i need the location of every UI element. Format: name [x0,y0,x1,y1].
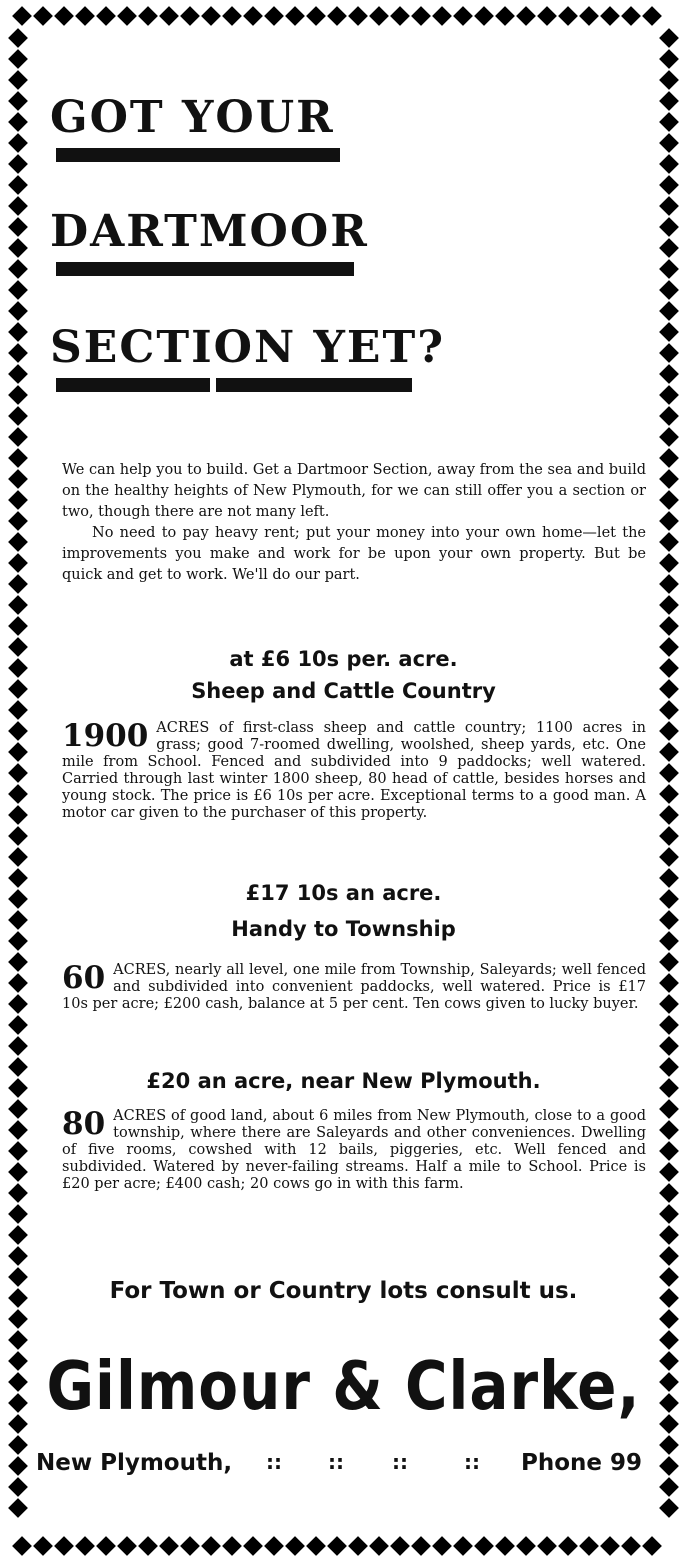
border-diamond [659,1120,679,1140]
consult-line: For Town or Country lots consult us. [109,1278,578,1304]
border-diamond [659,868,679,888]
border-diamond [8,784,28,804]
border-diamond [600,6,620,26]
border-diamond [33,1536,53,1556]
footer-town: New Plymouth, [36,1450,233,1476]
border-diamond [579,6,599,26]
border-right [657,28,681,1534]
border-diamond [474,1536,494,1556]
border-diamond [659,238,679,258]
listing-1-description: ACRES of first-class sheep and cattle country; 1100 acres in grass; good 7-roomed dwelling, woolshed, sheep yards, etc. One mile from School. Fenced and subdivided into 9 paddocks; well watered. Carried through last winter 1800 sheep, 80 head of cattle, besides horses and young stock. The price is £6 10s per acre. Exceptional terms to a good man. A motor car given to the purchaser of this property. [62,720,646,821]
border-diamond [659,1435,679,1455]
border-diamond [659,532,679,552]
border-diamond [659,175,679,195]
border-diamond [659,301,679,321]
firm-name: Gilmour & Clarke, [46,1346,641,1426]
border-diamond [8,217,28,237]
border-diamond [8,952,28,972]
border-diamond [8,511,28,531]
border-diamond [659,910,679,930]
border-diamond [8,1099,28,1119]
border-diamond [264,6,284,26]
border-diamond [621,6,641,26]
border-diamond [8,1225,28,1245]
border-diamond [659,49,679,69]
border-diamond [516,1536,536,1556]
border-diamond [659,973,679,993]
border-top [12,4,675,28]
headline-rule-2 [56,262,354,276]
border-diamond [369,1536,389,1556]
border-diamond [348,6,368,26]
border-diamond [8,553,28,573]
border-diamond [8,889,28,909]
border-diamond [8,385,28,405]
border-diamond [659,679,679,699]
headline-line-1: GOT YOUR [50,92,335,143]
border-diamond [558,1536,578,1556]
border-diamond [537,1536,557,1556]
border-diamond [8,1435,28,1455]
border-diamond [201,6,221,26]
border-diamond [348,1536,368,1556]
border-diamond [659,343,679,363]
border-diamond [8,343,28,363]
border-diamond [12,1536,32,1556]
border-diamond [243,1536,263,1556]
border-diamond [222,6,242,26]
border-diamond [659,826,679,846]
border-diamond [8,721,28,741]
border-diamond [659,1498,679,1518]
border-diamond [659,154,679,174]
border-diamond [8,28,28,48]
border-diamond [8,910,28,930]
border-diamond [659,784,679,804]
border-diamond [537,6,557,26]
border-diamond [659,637,679,657]
border-diamond [411,1536,431,1556]
border-diamond [8,259,28,279]
footer-separator-4: :: [464,1450,480,1474]
listing-2 [62,962,646,1013]
border-diamond [8,616,28,636]
border-diamond [8,763,28,783]
border-diamond [8,1057,28,1077]
border-diamond [659,280,679,300]
border-diamond [659,406,679,426]
listing-2-subheading: Handy to Township [231,917,456,941]
border-diamond [659,1330,679,1350]
border-diamond [659,1225,679,1245]
border-diamond [33,6,53,26]
border-diamond [159,1536,179,1556]
border-diamond [8,1267,28,1287]
border-diamond [8,1120,28,1140]
border-diamond [659,1288,679,1308]
border-diamond [659,1204,679,1224]
border-diamond [8,1498,28,1518]
border-diamond [659,1099,679,1119]
border-diamond [8,427,28,447]
border-diamond [8,742,28,762]
border-diamond [659,805,679,825]
border-diamond [659,1267,679,1287]
border-diamond [8,826,28,846]
border-diamond [659,700,679,720]
border-diamond [96,6,116,26]
border-diamond [327,6,347,26]
border-diamond [659,1183,679,1203]
border-diamond [659,595,679,615]
border-diamond [659,994,679,1014]
footer-separator-3: :: [392,1450,408,1474]
footer-separator-1: :: [266,1450,282,1474]
border-left [6,28,30,1534]
border-diamond [54,6,74,26]
border-diamond [285,6,305,26]
border-diamond [8,700,28,720]
footer [36,1450,642,1490]
border-diamond [659,1351,679,1371]
listing-3-description: ACRES of good land, about 6 miles from New Plymouth, close to a good township, where there are Saleyards and other conveniences. Dwelling of five rooms, cowshed with 12 bails, piggeries, etc. Well fenced and subdivided. Watered by never-failing streams. Half a mile to School. Price is £20 per acre; £400 cash; 20 cows go in with this farm. [62,1108,646,1192]
border-bottom [12,1534,675,1558]
border-diamond [138,6,158,26]
border-diamond [8,1351,28,1371]
listing-2-description: ACRES, nearly all level, one mile from Township, Saleyards; well fenced and subdivided into convenient paddocks, well watered. Price is £17 10s per acre; £200 cash, balance at 5 per cent. Ten cows given to lucky buyer. [62,962,646,1012]
border-diamond [659,364,679,384]
border-diamond [390,1536,410,1556]
border-diamond [8,154,28,174]
border-diamond [659,448,679,468]
border-diamond [659,259,679,279]
border-diamond [8,49,28,69]
border-diamond [8,112,28,132]
border-diamond [8,1162,28,1182]
listing-2-acreage: 60 [62,960,106,996]
listing-3-price-heading: £20 an acre, near New Plymouth. [146,1069,541,1093]
border-diamond [659,196,679,216]
listing-1-subheading: Sheep and Cattle Country [191,679,496,703]
border-diamond [8,994,28,1014]
border-diamond [432,1536,452,1556]
border-diamond [8,805,28,825]
border-diamond [117,6,137,26]
border-diamond [8,469,28,489]
border-diamond [8,847,28,867]
border-diamond [659,1414,679,1434]
border-diamond [8,679,28,699]
border-diamond [264,1536,284,1556]
border-diamond [306,6,326,26]
border-diamond [659,1246,679,1266]
border-diamond [432,6,452,26]
border-diamond [180,6,200,26]
border-diamond [659,1309,679,1329]
border-diamond [8,1036,28,1056]
border-diamond [8,868,28,888]
border-diamond [659,112,679,132]
border-diamond [659,1078,679,1098]
border-diamond [659,469,679,489]
border-diamond [659,217,679,237]
border-diamond [659,1141,679,1161]
border-diamond [8,532,28,552]
border-diamond [8,364,28,384]
border-diamond [8,1393,28,1413]
border-diamond [516,6,536,26]
border-diamond [659,616,679,636]
border-diamond [659,1015,679,1035]
border-diamond [75,1536,95,1556]
listing-2-price-heading: £17 10s an acre. [245,881,442,905]
border-diamond [8,931,28,951]
border-diamond [8,448,28,468]
border-diamond [8,1456,28,1476]
border-diamond [659,133,679,153]
border-diamond [659,1057,679,1077]
border-diamond [659,1456,679,1476]
intro-text [62,460,646,586]
border-diamond [243,6,263,26]
border-diamond [8,595,28,615]
border-diamond [642,6,662,26]
headline-rule-3b [216,378,412,392]
border-diamond [659,847,679,867]
border-diamond [8,637,28,657]
border-diamond [8,280,28,300]
border-diamond [8,91,28,111]
border-diamond [8,1309,28,1329]
border-diamond [8,238,28,258]
border-diamond [138,1536,158,1556]
border-diamond [659,952,679,972]
border-diamond [8,1414,28,1434]
border-diamond [621,1536,641,1556]
border-diamond [8,1372,28,1392]
border-diamond [453,1536,473,1556]
border-diamond [8,1204,28,1224]
listing-1-acreage: 1900 [62,718,149,754]
footer-separator-2: :: [328,1450,344,1474]
border-diamond [495,1536,515,1556]
border-diamond [474,6,494,26]
border-diamond [411,6,431,26]
border-diamond [117,1536,137,1556]
border-diamond [495,6,515,26]
border-diamond [8,1078,28,1098]
border-diamond [659,574,679,594]
border-diamond [75,6,95,26]
border-diamond [369,6,389,26]
border-diamond [8,301,28,321]
border-diamond [642,1536,662,1556]
border-diamond [8,490,28,510]
border-diamond [659,742,679,762]
border-diamond [8,973,28,993]
listing-3-acreage: 80 [62,1106,106,1142]
border-diamond [659,385,679,405]
border-diamond [8,1183,28,1203]
border-diamond [659,70,679,90]
border-diamond [96,1536,116,1556]
border-diamond [8,175,28,195]
headline-line-2: DARTMOOR [50,206,369,257]
border-diamond [201,1536,221,1556]
intro-paragraph-2: No need to pay heavy rent; put your money into your own home—let the improvements you make and work for be upon your own property. But be quick and get to work. We'll do our part. [62,525,646,583]
border-diamond [8,406,28,426]
border-diamond [659,1393,679,1413]
listing-1-price-heading: at £6 10s per. acre. [229,647,458,671]
border-diamond [8,574,28,594]
listing-1 [62,720,646,822]
border-diamond [659,931,679,951]
border-diamond [659,322,679,342]
headline-line-3: SECTION YET? [50,322,445,373]
border-diamond [222,1536,242,1556]
listing-3 [62,1108,646,1193]
border-diamond [180,1536,200,1556]
border-diamond [390,6,410,26]
border-diamond [8,1288,28,1308]
border-diamond [159,6,179,26]
border-diamond [579,1536,599,1556]
border-diamond [285,1536,305,1556]
border-diamond [327,1536,347,1556]
border-diamond [8,1330,28,1350]
border-diamond [659,721,679,741]
border-diamond [659,427,679,447]
border-diamond [600,1536,620,1556]
border-diamond [453,6,473,26]
border-diamond [659,658,679,678]
border-diamond [659,1036,679,1056]
border-diamond [659,889,679,909]
border-diamond [659,553,679,573]
border-diamond [8,70,28,90]
border-diamond [659,1372,679,1392]
border-diamond [12,6,32,26]
border-diamond [8,133,28,153]
footer-phone: Phone 99 [520,1450,642,1476]
border-diamond [659,511,679,531]
border-diamond [659,763,679,783]
border-diamond [659,490,679,510]
border-diamond [8,322,28,342]
border-diamond [8,658,28,678]
border-diamond [659,91,679,111]
border-diamond [558,6,578,26]
border-diamond [659,28,679,48]
border-diamond [8,1141,28,1161]
border-diamond [8,1477,28,1497]
border-diamond [8,1015,28,1035]
border-diamond [659,1477,679,1497]
border-diamond [8,1246,28,1266]
border-diamond [54,1536,74,1556]
headline-rule-1 [56,148,340,162]
border-diamond [8,196,28,216]
headline-rule-3a [56,378,210,392]
border-diamond [659,1162,679,1182]
border-diamond [306,1536,326,1556]
intro-paragraph-1: We can help you to build. Get a Dartmoor Section, away from the sea and build on the healthy heights of New Plymouth, for we can still offer you a section or two, though there are not many left. [62,462,646,520]
